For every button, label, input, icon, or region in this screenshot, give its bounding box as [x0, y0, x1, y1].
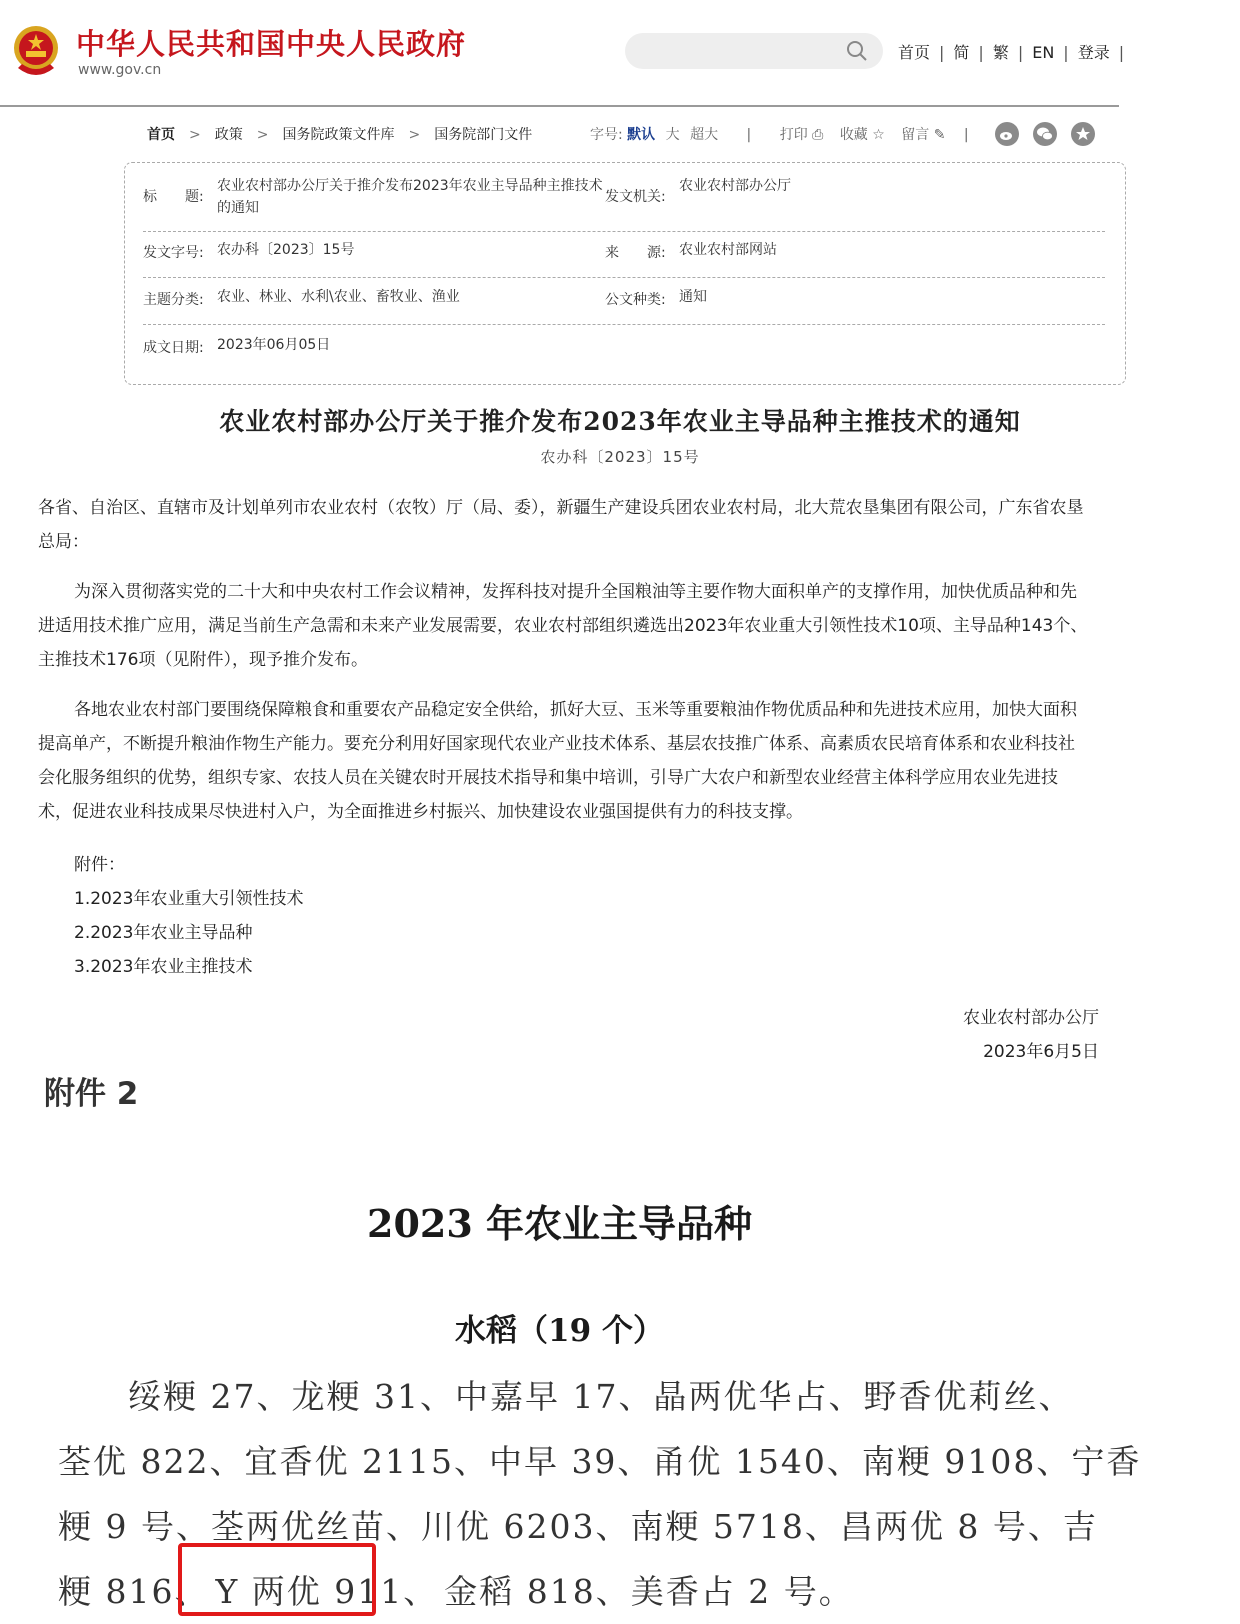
site-header — [0, 0, 1125, 107]
highlight-annotation-box — [178, 1543, 376, 1616]
divider: | — [963, 127, 969, 143]
link-home[interactable]: 首页 — [898, 43, 931, 62]
breadcrumb: 首页 > 政策 > 国务院政策文件库 > 国务院部门文件 — [147, 127, 533, 143]
highlighted-variety: Y 两优 911、 — [215, 1572, 439, 1611]
font-size-xlarge[interactable]: 超大 — [690, 127, 719, 143]
comment-button[interactable]: 留言 — [901, 127, 930, 143]
variety-text: 粳 816、 — [58, 1572, 210, 1611]
attachment-link-2[interactable]: 2.2023年农业主导品种 — [74, 923, 253, 943]
breadcrumb-policy-library[interactable]: 国务院政策文件库 — [282, 127, 395, 143]
link-login[interactable]: 登录 — [1077, 43, 1110, 62]
document-title: 农业农村部办公厅关于推介发布2023年农业主导品种主推技术的通知 — [219, 407, 1021, 436]
font-size-default[interactable]: 默认 — [627, 127, 656, 143]
pencil-icon[interactable]: ✎ — [933, 127, 946, 143]
search-input[interactable] — [625, 33, 883, 69]
sign-date: 2023年6月5日 — [983, 1042, 1099, 1062]
recipients-paragraph: 各省、自治区、直辖市及计划单列市农业农村（农牧）厅（局、委），新疆生产建设兵团农业农村局，北大荒农垦集团有限公司，广东省农垦总局： — [38, 498, 1084, 552]
link-simplified[interactable]: 简 — [953, 43, 970, 62]
breadcrumb-home[interactable]: 首页 — [147, 127, 175, 143]
document-number: 农办科〔2023〕15号 — [540, 448, 700, 466]
document-meta-table: 标 题: 农业农村部办公厅关于推介发布2023年农业主导品种主推技术的通知 发文机关: 农业农村部办公厅 发文字号: 农办科〔2023〕15号 来 源: 农业农村部网站 主题分类: 农业、林业、水利\农业、畜牧业、渔业 公文种类: 通知 成文日期: 2023年06月05日 — [124, 162, 1126, 385]
meta-row-title: 标 题: 农业农村部办公厅关于推介发布2023年农业主导品种主推技术的通知 发文机关: 农业农村部办公厅 — [143, 178, 791, 216]
site-domain: www.gov.cn — [78, 62, 162, 78]
divider: | — [746, 127, 752, 143]
variety-line-3: 粳 9 号、荃两优丝苗、川优 6203、南粳 5718、昌两优 8 号、吉 — [58, 1507, 1098, 1546]
article-tools — [590, 124, 983, 144]
signer: 农业农村部办公厅 — [963, 1008, 1099, 1028]
national-emblem-icon[interactable] — [12, 24, 60, 78]
attachment-link-1[interactable]: 1.2023年农业重大引领性技术 — [74, 889, 304, 909]
site-name[interactable]: 中华人民共和国中央人民政府 — [76, 27, 467, 61]
search-icon[interactable] — [846, 40, 868, 62]
print-button[interactable]: 打印 — [779, 127, 808, 143]
variety-line-1: 绥粳 27、龙粳 31、中嘉早 17、晶两优华占、野香优莉丝、 — [128, 1377, 1074, 1416]
breadcrumb-policy[interactable]: 政策 — [214, 127, 243, 143]
variety-line-2: 荃优 822、宜香优 2115、中早 39、甬优 1540、南粳 9108、宁香 — [58, 1442, 1142, 1481]
breadcrumb-department-docs[interactable]: 国务院部门文件 — [434, 127, 533, 143]
variety-text: 金稻 818、美香占 2 号。 — [444, 1572, 854, 1611]
weibo-share-icon[interactable] — [994, 121, 1020, 147]
link-english[interactable]: EN — [1032, 43, 1055, 62]
font-size-large[interactable]: 大 — [665, 127, 680, 143]
favorite-button[interactable]: 收藏 — [839, 127, 868, 143]
body-paragraph-2: 各地农业农村部门要围绕保障粮食和重要农产品稳定安全供给，抓好大豆、玉米等重要粮油作物优质品种和先进技术应用，加快大面积提高单产，不断提升粮油作物生产能力。要充分利用好国家现代农业产业技术体系、基层农技推广体系、高素质农民培育体系和农业科技社会化服务组织的优势，组织专家、农技人员在关键农时开展技术指导和集中培训，引导广大农户和新型农业经营主体科学应用农业先进技术，促进农业科技成果尽快进村入户，为全面推进乡村振兴、加快建设农业强国提供有力的科技支撑。 — [38, 700, 1077, 822]
link-traditional[interactable]: 繁 — [992, 43, 1009, 62]
attachment-title: 2023 年农业主导品种 — [367, 1201, 752, 1246]
attachment-link-3[interactable]: 3.2023年农业主推技术 — [74, 957, 253, 977]
attachments-label: 附件： — [74, 855, 125, 875]
top-links: 首页 | 简 | 繁 | EN | 登录 | — [898, 43, 1125, 62]
body-paragraph-1: 为深入贯彻落实党的二十大和中央农村工作会议精神，发挥科技对提升全国粮油等主要作物大面积单产的支撑作用，加快优质品种和先进适用技术推广应用，满足当前生产急需和未来产业发展需要，农业农村部组织遴选出2023年农业重大引领性技术10项、主导品种143个、主推技术176项（见附件），现予推介发布。 — [38, 582, 1088, 670]
font-size-label: 字号: — [590, 127, 623, 143]
wechat-share-icon[interactable] — [1032, 121, 1058, 147]
star-outline-icon[interactable]: ☆ — [872, 127, 885, 143]
attachment-subtitle: 水稻（19 个） — [455, 1313, 664, 1349]
printer-icon[interactable]: ⎙ — [812, 127, 824, 143]
favorite-share-icon[interactable] — [1070, 121, 1096, 147]
attachment-heading: 附件 2 — [44, 1076, 139, 1112]
